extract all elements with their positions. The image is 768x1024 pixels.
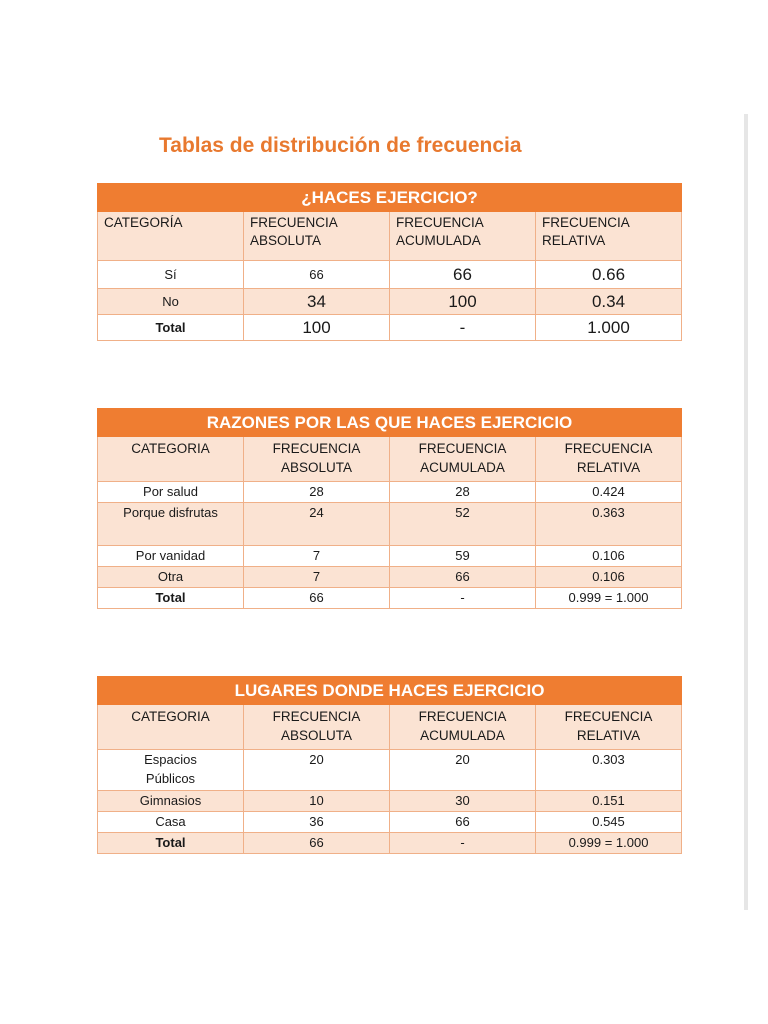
column-header: CATEGORÍA [98, 212, 244, 261]
column-header: FRECUENCIA RELATIVA [536, 437, 682, 482]
table-cell: 7 [244, 567, 390, 588]
table-cell: 0.106 [536, 546, 682, 567]
table-row [98, 261, 682, 289]
table-row [98, 750, 682, 791]
table-cell: 0.999 = 1.000 [536, 833, 682, 854]
table-cell: Por salud [98, 482, 244, 503]
table-row [98, 791, 682, 812]
table-cell: 0.106 [536, 567, 682, 588]
table-header-row [98, 212, 682, 261]
table-cell: 66 [244, 588, 390, 609]
table-row [98, 546, 682, 567]
table-row [98, 567, 682, 588]
page-title: Tablas de distribución de frecuencia [159, 134, 522, 157]
table-cell: 0.545 [536, 812, 682, 833]
table-cell: 0.34 [536, 289, 682, 315]
table-lugares-ejercicio [97, 676, 682, 854]
table-cell: Porque disfrutas [98, 503, 244, 546]
table-cell: Otra [98, 567, 244, 588]
table-cell-total-label: Total [98, 315, 244, 341]
table-cell: 0.66 [536, 261, 682, 289]
column-header: FRECUENCIA ABSOLUTA [244, 212, 390, 261]
column-header: FRECUENCIA ACUMULADA [390, 437, 536, 482]
column-header: FRECUENCIA ACUMULADA [390, 705, 536, 750]
table-header-row [98, 437, 682, 482]
table-cell: Gimnasios [98, 791, 244, 812]
table-title: ¿HACES EJERCICIO? [98, 184, 682, 212]
table-cell: Por vanidad [98, 546, 244, 567]
table-row-total [98, 588, 682, 609]
table-header-row [98, 705, 682, 750]
table-cell: No [98, 289, 244, 315]
table-cell: Sí [98, 261, 244, 289]
column-header: FRECUENCIA ACUMULADA [390, 212, 536, 261]
table-cell: 7 [244, 546, 390, 567]
table-cell: - [390, 315, 536, 341]
table-cell: - [390, 588, 536, 609]
table-cell: 24 [244, 503, 390, 546]
column-header: FRECUENCIA ABSOLUTA [244, 437, 390, 482]
table-cell: 66 [390, 567, 536, 588]
table-cell: 66 [244, 833, 390, 854]
table-razones-ejercicio [97, 408, 682, 609]
table-cell: 30 [390, 791, 536, 812]
table-cell: 66 [390, 812, 536, 833]
table-cell: 1.000 [536, 315, 682, 341]
table-cell: 0.151 [536, 791, 682, 812]
table-title: LUGARES DONDE HACES EJERCICIO [98, 677, 682, 705]
table-row [98, 482, 682, 503]
table-cell: 10 [244, 791, 390, 812]
column-header: CATEGORIA [98, 705, 244, 750]
table-haces-ejercicio [97, 183, 682, 341]
column-header: FRECUENCIA RELATIVA [536, 705, 682, 750]
table-cell: 52 [390, 503, 536, 546]
table-cell: 100 [390, 289, 536, 315]
table-cell: 59 [390, 546, 536, 567]
table-cell: 0.999 = 1.000 [536, 588, 682, 609]
table-cell: Casa [98, 812, 244, 833]
column-header: CATEGORIA [98, 437, 244, 482]
table-cell-total-label: Total [98, 588, 244, 609]
table-cell: - [390, 833, 536, 854]
page-edge-divider [744, 114, 748, 910]
table-cell: 66 [244, 261, 390, 289]
table-row-total [98, 315, 682, 341]
table-row [98, 503, 682, 546]
table-cell: 100 [244, 315, 390, 341]
table-row [98, 289, 682, 315]
table-cell: 20 [244, 750, 390, 791]
column-header: FRECUENCIA RELATIVA [536, 212, 682, 261]
table-row-total [98, 833, 682, 854]
table-cell: 0.363 [536, 503, 682, 546]
table-cell: 0.303 [536, 750, 682, 791]
table-cell: 0.424 [536, 482, 682, 503]
table-cell: Espacios Públicos [98, 750, 244, 791]
table-cell: 34 [244, 289, 390, 315]
column-header: FRECUENCIA ABSOLUTA [244, 705, 390, 750]
table-title: RAZONES POR LAS QUE HACES EJERCICIO [98, 409, 682, 437]
table-cell: 36 [244, 812, 390, 833]
table-cell: 28 [390, 482, 536, 503]
table-cell: 28 [244, 482, 390, 503]
table-cell-total-label: Total [98, 833, 244, 854]
table-cell: 20 [390, 750, 536, 791]
table-cell: 66 [390, 261, 536, 289]
table-row [98, 812, 682, 833]
